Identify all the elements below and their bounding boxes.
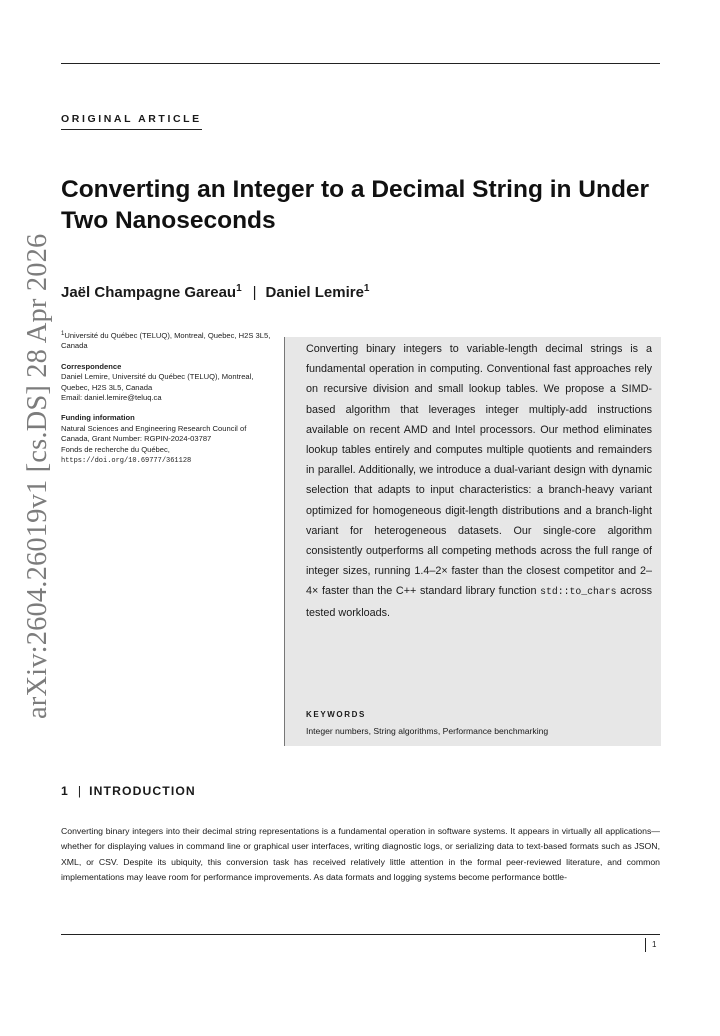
author-name: Daniel Lemire bbox=[265, 284, 364, 301]
funding-text: Fonds de recherche du Québec, bbox=[61, 444, 170, 454]
section-heading bbox=[61, 784, 196, 798]
author-name: Jaël Champagne Gareau bbox=[61, 284, 237, 301]
section-title: INTRODUCTION bbox=[89, 784, 196, 798]
funding-label: Funding information bbox=[61, 413, 135, 423]
footer-rule bbox=[61, 934, 660, 935]
affiliation-mark: 1 bbox=[363, 283, 370, 294]
arxiv-stamp: arXiv:2604.26019v1 [cs.DS] 28 Apr 2026 bbox=[22, 233, 53, 719]
section-number: 1 bbox=[61, 784, 69, 798]
keywords-text: Integer numbers, String algorithms, Performance benchmarking bbox=[306, 726, 549, 736]
affiliation bbox=[61, 329, 271, 352]
affiliation-mark: 1 bbox=[236, 283, 242, 294]
correspondence-text: Daniel Lemire, Université du Québec (TELUQ), Montreal, Quebec, H2S 3L5, Canada bbox=[61, 372, 254, 392]
funding-block bbox=[61, 413, 271, 466]
header-rule bbox=[61, 63, 660, 64]
affiliation-text: Université du Québec (TELUQ), Montreal, Quebec, H2S 3L5, Canada bbox=[61, 331, 271, 351]
abstract-text bbox=[306, 339, 652, 623]
author-separator: | bbox=[252, 284, 257, 301]
funding-text: Natural Sciences and Engineering Research Council of Canada, Grant Number: RGPIN-2024-03787 bbox=[61, 423, 247, 444]
article-type-label: ORIGINAL ARTICLE bbox=[61, 113, 202, 130]
section-separator: | bbox=[77, 784, 83, 798]
correspondence-label: Correspondence bbox=[61, 361, 122, 371]
paper-title: Converting an Integer to a Decimal String in Under Two Nanoseconds bbox=[61, 176, 650, 234]
correspondence-block bbox=[61, 362, 271, 404]
intro-paragraph: Converting binary integers into their decimal string representations is a fundamental operation in software systems. It appears in virtually all applications—whether for displaying values in command line or graphical user interfaces, writing diagnostic logs, or serializing data to text-based formats such as JSON, XML, or CSV. Despite its ubiquity, this conversion task has received relatively little attention in the formal peer-reviewed literature, and common implementations may leave room for performance improvements. As data formats and logging systems become performance bottle- bbox=[61, 826, 660, 883]
front-matter-column bbox=[61, 329, 271, 466]
page-number: 1 bbox=[645, 938, 656, 952]
abstract-body-end: across tested workloads. bbox=[306, 585, 652, 619]
doi-link[interactable]: https://doi.org/10.69777/361128 bbox=[61, 457, 192, 466]
author-line bbox=[61, 283, 369, 301]
email-link[interactable]: Email: daniel.lemire@teluq.ca bbox=[61, 393, 162, 403]
abstract-code: std::to_chars bbox=[540, 586, 617, 598]
keywords-label: KEYWORDS bbox=[306, 710, 366, 719]
affiliation-mark: 1 bbox=[61, 331, 65, 337]
abstract-body: Converting binary integers to variable-length decimal strings is a fundamental operation in computing. Conventional fast approaches rely on recursive division and small lookup tables. We propose a SIMD-based algorithm that leverages integer multiply-add instructions available on recent AMD and Intel processors. Our method eliminates lookup tables entirely and computes multiple quotients and remainders in parallel. Additionally, we introduce a dual-variant design with dynamic selection that adapts to input characteristics: a branch-heavy variant optimized for homogeneous digit-length distributions and a branch-light variant for heterogeneous datasets. Our single-core algorithm consistently outperforms all competing methods across the full range of integer sizes, running 1.4–2× faster than the closest competitor and 2–4× faster than the C++ standard library function bbox=[306, 343, 652, 598]
